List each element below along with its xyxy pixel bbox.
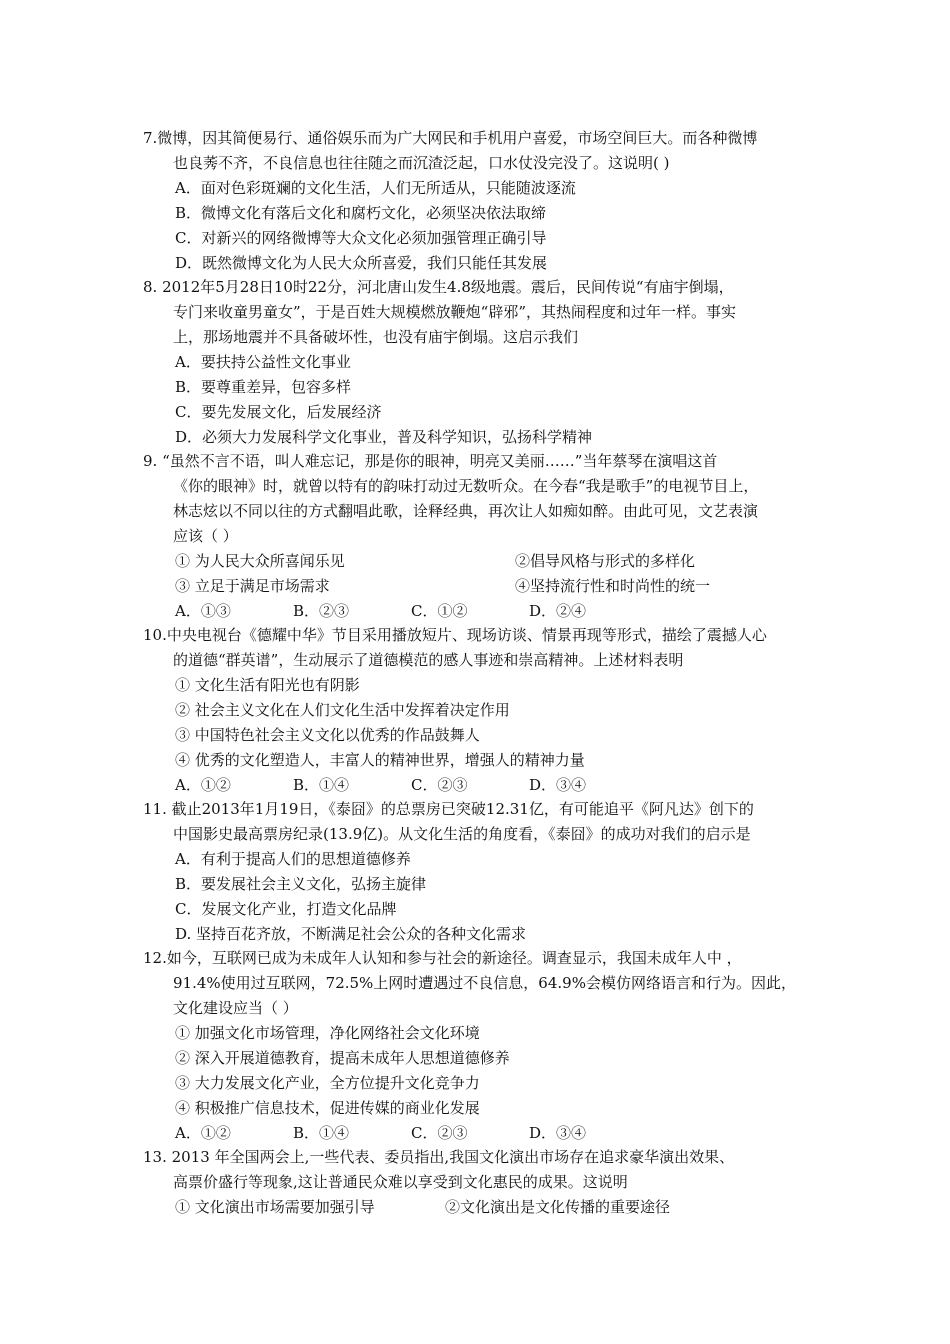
question-stem-line: 文化建设应当（ ） [173,999,298,1017]
option-a: A．要扶持公益性文化事业 [175,353,351,371]
question-stem-line: 《你的眼神》时，就曾以特有的韵味打动过无数听众。在今春“我是歌手”的电视节目上， [173,477,759,495]
question-stem-line: 10.中央电视台《德耀中华》节目采用播放短片、现场访谈、情景再现等形式，描绘了震撼人心 [143,626,767,644]
choice-d: D．②④ [529,602,587,620]
statement-pair [143,574,823,599]
option-c: C．要先发展文化，后发展经济 [175,403,382,421]
choice-b: B．①④ [293,776,350,794]
question-stem-line: 专门来收童男童女”，于是百姓大规模燃放鞭炮“辟邪”，其热闹程度和过年一样。事实 [173,303,737,321]
question-stem-line: 的道德“群英谱”，生动展示了道德模范的感人事迹和崇高精神。上述材料表明 [173,651,684,669]
answer-choices [143,1121,823,1146]
question-10 [143,623,823,798]
statement-3: ③ 立足于满足市场需求 [175,577,330,595]
option-b: B．要尊重差异，包容多样 [175,378,352,396]
option-a: A．面对色彩斑斓的文化生活，人们无所适从，只能随波逐流 [175,179,576,197]
question-stem-line: 91.4%使用过互联网，72.5%上网时遭遇过不良信息，64.9%会模仿网络语言和行为。因此， [173,974,796,992]
option-c: C．发展文化产业，打造文化品牌 [175,900,397,918]
question-stem-line: 11. 截止2013年1月19日，《泰囧》的总票房已突破12.31亿，有可能追平《阿凡达》创下的 [143,800,754,818]
question-stem-line: 7.微博，因其简便易行、通俗娱乐而为广大网民和手机用户喜爱，市场空间巨大。而各种微博 [143,129,758,147]
statement-1: ① 加强文化市场管理，净化网络社会文化环境 [175,1024,480,1042]
choice-c: C．②③ [411,1124,468,1142]
statement-1: ① 文化演出市场需要加强引导 [175,1198,375,1216]
choice-d: D．③④ [529,776,587,794]
statement-pair [143,1195,823,1220]
choice-a: A．①② [175,776,231,794]
option-d: D．必须大力发展科学文化事业，普及科学知识，弘扬科学精神 [175,428,593,446]
option-c: C．对新兴的网络微博等大众文化必须加强管理正确引导 [175,229,547,247]
choice-c: C．①② [411,602,468,620]
statement-3: ③ 中国特色社会主义文化以优秀的作品鼓舞人 [175,726,480,744]
choice-a: A．①② [175,1124,231,1142]
question-stem-line: 13. 2013 年全国两会上,一些代表、委员指出,我国文化演出市场存在追求豪华演出效果、 [143,1148,735,1166]
question-stem-line: 应该（ ） [173,527,238,545]
statement-3: ③ 大力发展文化产业，全方位提升文化竞争力 [175,1074,480,1092]
question-stem-line: 9. “虽然不言不语，叫人难忘记，那是你的眼神，明亮又美丽……”当年蔡琴在演唱这首 [143,452,718,470]
statement-2: ② 社会主义文化在人们文化生活中发挥着决定作用 [175,701,510,719]
option-b: B．微博文化有落后文化和腐朽文化，必须坚决依法取缔 [175,204,547,222]
question-stem-line: 也良莠不齐，不良信息也往往随之而沉渣泛起，口水仗没完没了。这说明( ) [173,154,670,172]
option-b: B．要发展社会主义文化，弘扬主旋律 [175,875,427,893]
question-11 [143,797,823,947]
choice-a: A．①③ [175,602,231,620]
question-stem-line: 上，那场地震并不具备破坏性，也没有庙宇倒塌。这启示我们 [173,328,579,346]
statement-1: ① 文化生活有阳光也有阴影 [175,676,360,694]
question-stem-line: 林志炫以不同以往的方式翻唱此歌，诠释经典，再次让人如痴如醉。由此可见，文艺表演 [173,502,759,520]
option-d: D. 坚持百花齐放，不断满足社会公众的各种文化需求 [175,925,527,943]
question-12 [143,946,823,1146]
question-8 [143,275,823,450]
answer-choices [143,599,823,624]
question-9 [143,449,823,624]
statement-2: ②倡导风格与形式的多样化 [515,552,696,570]
statement-2: ②文化演出是文化传播的重要途径 [445,1198,671,1216]
option-d: D．既然微博文化为人民大众所喜爱，我们只能任其发展 [175,254,548,272]
question-stem-line: 8. 2012年5月28日10时22分，河北唐山发生4.8级地震。震后，民间传说“有庙宇倒塌， [143,278,734,296]
choice-c: C．②③ [411,776,468,794]
statement-2: ② 深入开展道德教育，提高未成年人思想道德修养 [175,1049,510,1067]
option-a: A．有利于提高人们的思想道德修养 [175,850,411,868]
choice-d: D．③④ [529,1124,587,1142]
choice-b: B．②③ [293,602,350,620]
statement-4: ④ 积极推广信息技术，促进传媒的商业化发展 [175,1099,480,1117]
answer-choices [143,773,823,798]
statement-4: ④ 优秀的文化塑造人，丰富人的精神世界，增强人的精神力量 [175,751,585,769]
statement-1: ① 为人民大众所喜闻乐见 [175,552,345,570]
choice-b: B．①④ [293,1124,350,1142]
question-stem-line: 12.如今，互联网已成为未成年人认知和参与社会的新途径。调查显示，我国未成年人中 ， [143,949,742,967]
question-13 [143,1145,823,1220]
statement-4: ④坚持流行性和时尚性的统一 [515,577,711,595]
statement-pair [143,549,823,574]
question-stem-line: 中国影史最高票房纪录(13.9亿)。从文化生活的角度看，《泰囧》的成功对我们的启示是 [173,825,751,843]
question-stem-line: 高票价盛行等现象,这让普通民众难以享受到文化惠民的成果。这说明 [173,1173,628,1191]
question-7 [143,126,823,276]
